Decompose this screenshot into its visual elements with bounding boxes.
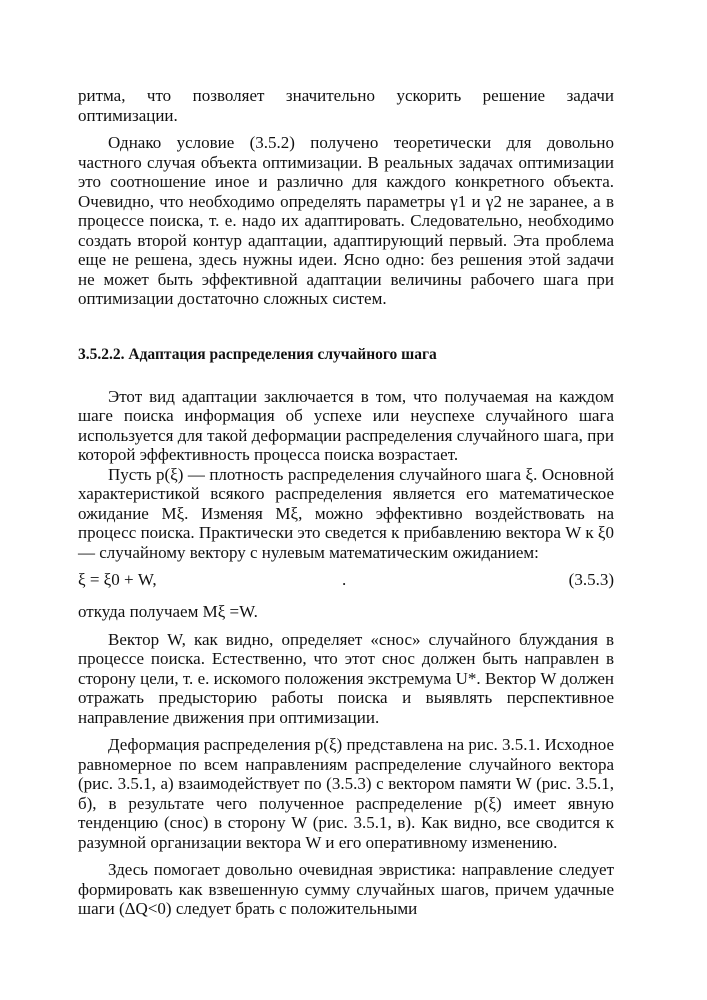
formula-dot: .	[342, 570, 347, 589]
section-heading: 3.5.2.2. Адаптация распределения случайного шага	[78, 345, 437, 363]
document-page	[78, 86, 614, 919]
paragraph-adaptation-type: Этот вид адаптации заключается в том, что получаемая на каждом шаге поиска информация об успехе или неуспехе случайного шага используется для такой деформации распределения случайного шага, при которой эффективность процесса поиска возрастает.	[78, 386, 614, 464]
paragraph-continuation: ритма, что позволяет значительно ускорить решение задачи оптимизации.	[78, 86, 614, 125]
formula-number: (3.5.3)	[568, 570, 614, 589]
formula-3-5-3	[78, 568, 614, 592]
paragraph-deformation: Деформация распределения p(ξ) представлена на рис. 3.5.1. Исходное равномерное по всем направлениям распределение случайного вектора (рис. 3.5.1, а) взаимодействует по (3.5.3) с вектором памяти W (рис. 3.5.1, б), в результате чего полученное распределение p(ξ) имеет явную тенденцию (снос) в сторону W (рис. 3.5.1, в). Как видно, все сводится к разумной организации вектора W и его оперативному изменению.	[78, 735, 614, 852]
paragraph-result: откуда получаем Mξ =W.	[78, 602, 258, 621]
paragraph-condition: Однако условие (3.5.2) получено теоретически для довольно частного случая объекта оптимизации. В реальных задачах оптимизации это соотношение иное и различно для каждого конкретного объекта. Очевидно, что необходимо определять параметры γ1 и γ2 не заранее, а в процессе поиска, т. е. надо их адаптировать. Следовательно, необходимо создать второй контур адаптации, адаптирующий первый. Эта проблема еще не решена, здесь нужны идеи. Ясно одно: без решения этой задачи не может быть эффективной адаптации величины рабочего шага при оптимизации достаточно сложных систем.	[78, 133, 614, 308]
formula-expression: ξ = ξ0 + W,	[78, 570, 157, 589]
paragraph-heuristic: Здесь помогает довольно очевидная эвристика: направление следует формировать как взвешенную сумму случайных шагов, причем удачные шаги (ΔQ<0) следует брать с положительными	[78, 860, 614, 918]
paragraph-vector-w: Вектор W, как видно, определяет «снос» случайного блуждания в процессе поиска. Естественно, что этот снос должен быть направлен в сторону цели, т. е. искомого положения экстремума U*. Вектор W должен отражать предысторию работы поиска и выявлять перспективное направление движения при оптимизации.	[78, 629, 614, 727]
paragraph-density: Пусть p(ξ) — плотность распределения случайного шага ξ. Основной характеристикой всякого распределения является его математическое ожидание Mξ. Изменяя Mξ, можно эффективно воздействовать на процесс поиска. Практически это сведется к прибавлению вектора W к ξ0 — случайному вектору с нулевым математическим ожиданием:	[78, 464, 614, 562]
